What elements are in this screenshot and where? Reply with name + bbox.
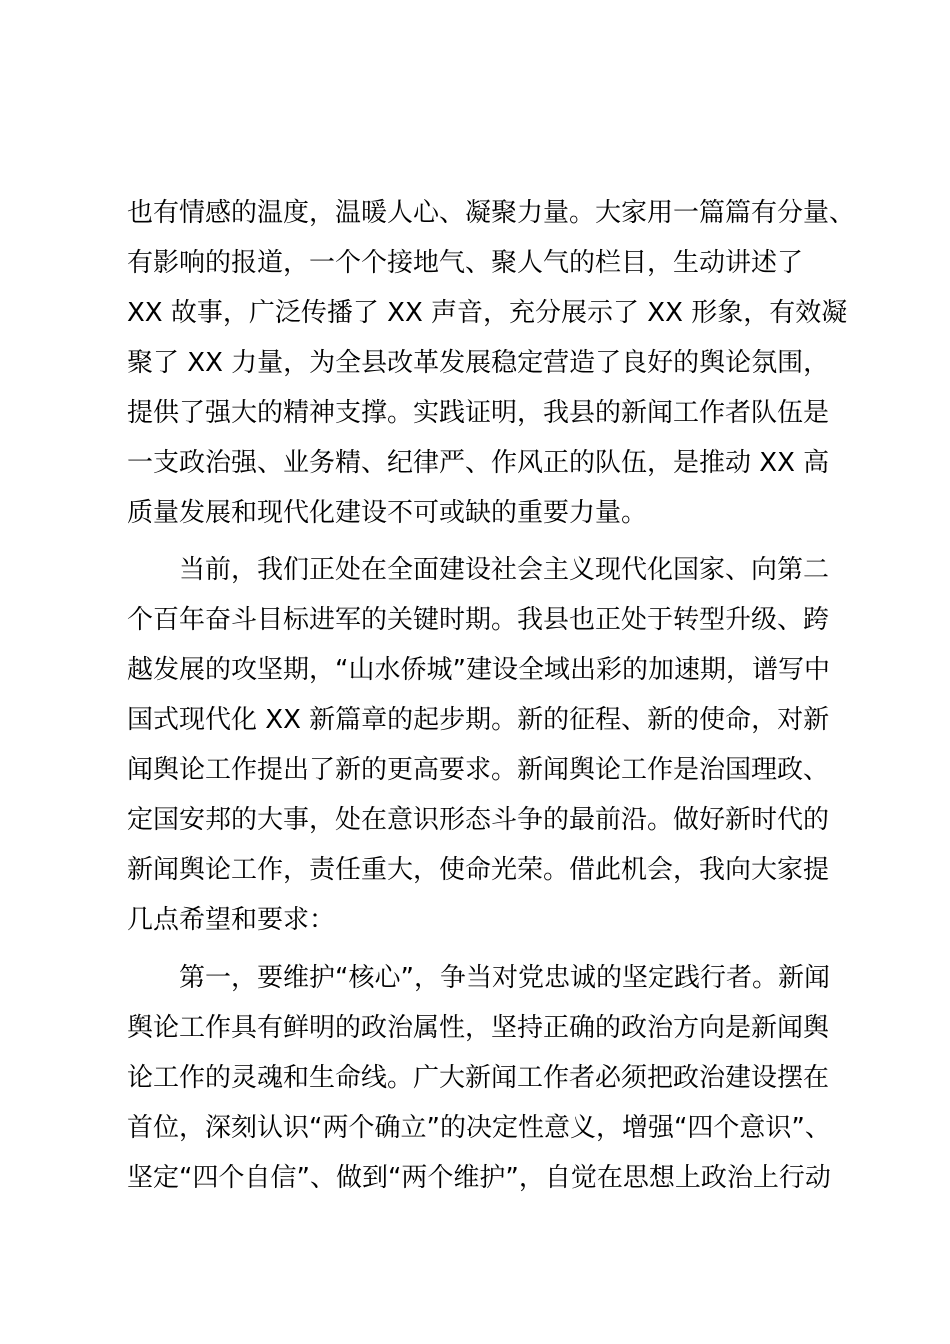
text-line: 闻舆论工作提出了新的更高要求。新闻舆论工作是治国理政、 xyxy=(127,755,830,785)
text-line: 论工作的灵魂和生命线。广大新闻工作者必须把政治建设摆在 xyxy=(127,1063,830,1093)
text-line: 提供了强大的精神支撑。实践证明，我县的新闻工作者队伍是 xyxy=(127,398,830,428)
text-line: 国式现代化 XX 新篇章的起步期。新的征程、新的使命，对新 xyxy=(127,705,830,735)
text-line: 新闻舆论工作，责任重大，使命光荣。借此机会，我向大家提 xyxy=(127,855,830,885)
text-line: 一支政治强、业务精、纪律严、作风正的队伍，是推动 XX 高 xyxy=(127,448,830,478)
text-line: 也有情感的温度，温暖人心、凝聚力量。大家用一篇篇有分量、 xyxy=(127,198,856,228)
paragraph-start-line: 当前，我们正处在全面建设社会主义现代化国家、向第二 xyxy=(179,555,830,585)
text-line: 首位，深刻认识“两个确立”的决定性意义，增强“四个意识”、 xyxy=(127,1113,831,1143)
text-line: XX 故事，广泛传播了 XX 声音，充分展示了 XX 形象，有效凝 xyxy=(127,298,848,328)
text-line: 质量发展和现代化建设不可或缺的重要力量。 xyxy=(127,498,648,528)
text-line: 定国安邦的大事，处在意识形态斗争的最前沿。做好新时代的 xyxy=(127,805,830,835)
text-line: 坚定“四个自信”、做到“两个维护”，自觉在思想上政治上行动 xyxy=(127,1163,831,1193)
text-line: 几点希望和要求： xyxy=(127,905,336,935)
text-line: 舆论工作具有鲜明的政治属性，坚持正确的政治方向是新闻舆 xyxy=(127,1013,830,1043)
text-line: 越发展的攻坚期，“山水侨城”建设全域出彩的加速期，谱写中 xyxy=(127,655,830,685)
text-line: 聚了 XX 力量，为全县改革发展稳定营造了良好的舆论氛围， xyxy=(127,348,830,378)
text-line: 个百年奋斗目标进军的关键时期。我县也正处于转型升级、跨 xyxy=(127,605,830,635)
text-line: 有影响的报道，一个个接地气、聚人气的栏目，生动讲述了 xyxy=(127,248,804,278)
paragraph-start-line: 第一，要维护“核心”，争当对党忠诚的坚定践行者。新闻 xyxy=(179,963,830,993)
